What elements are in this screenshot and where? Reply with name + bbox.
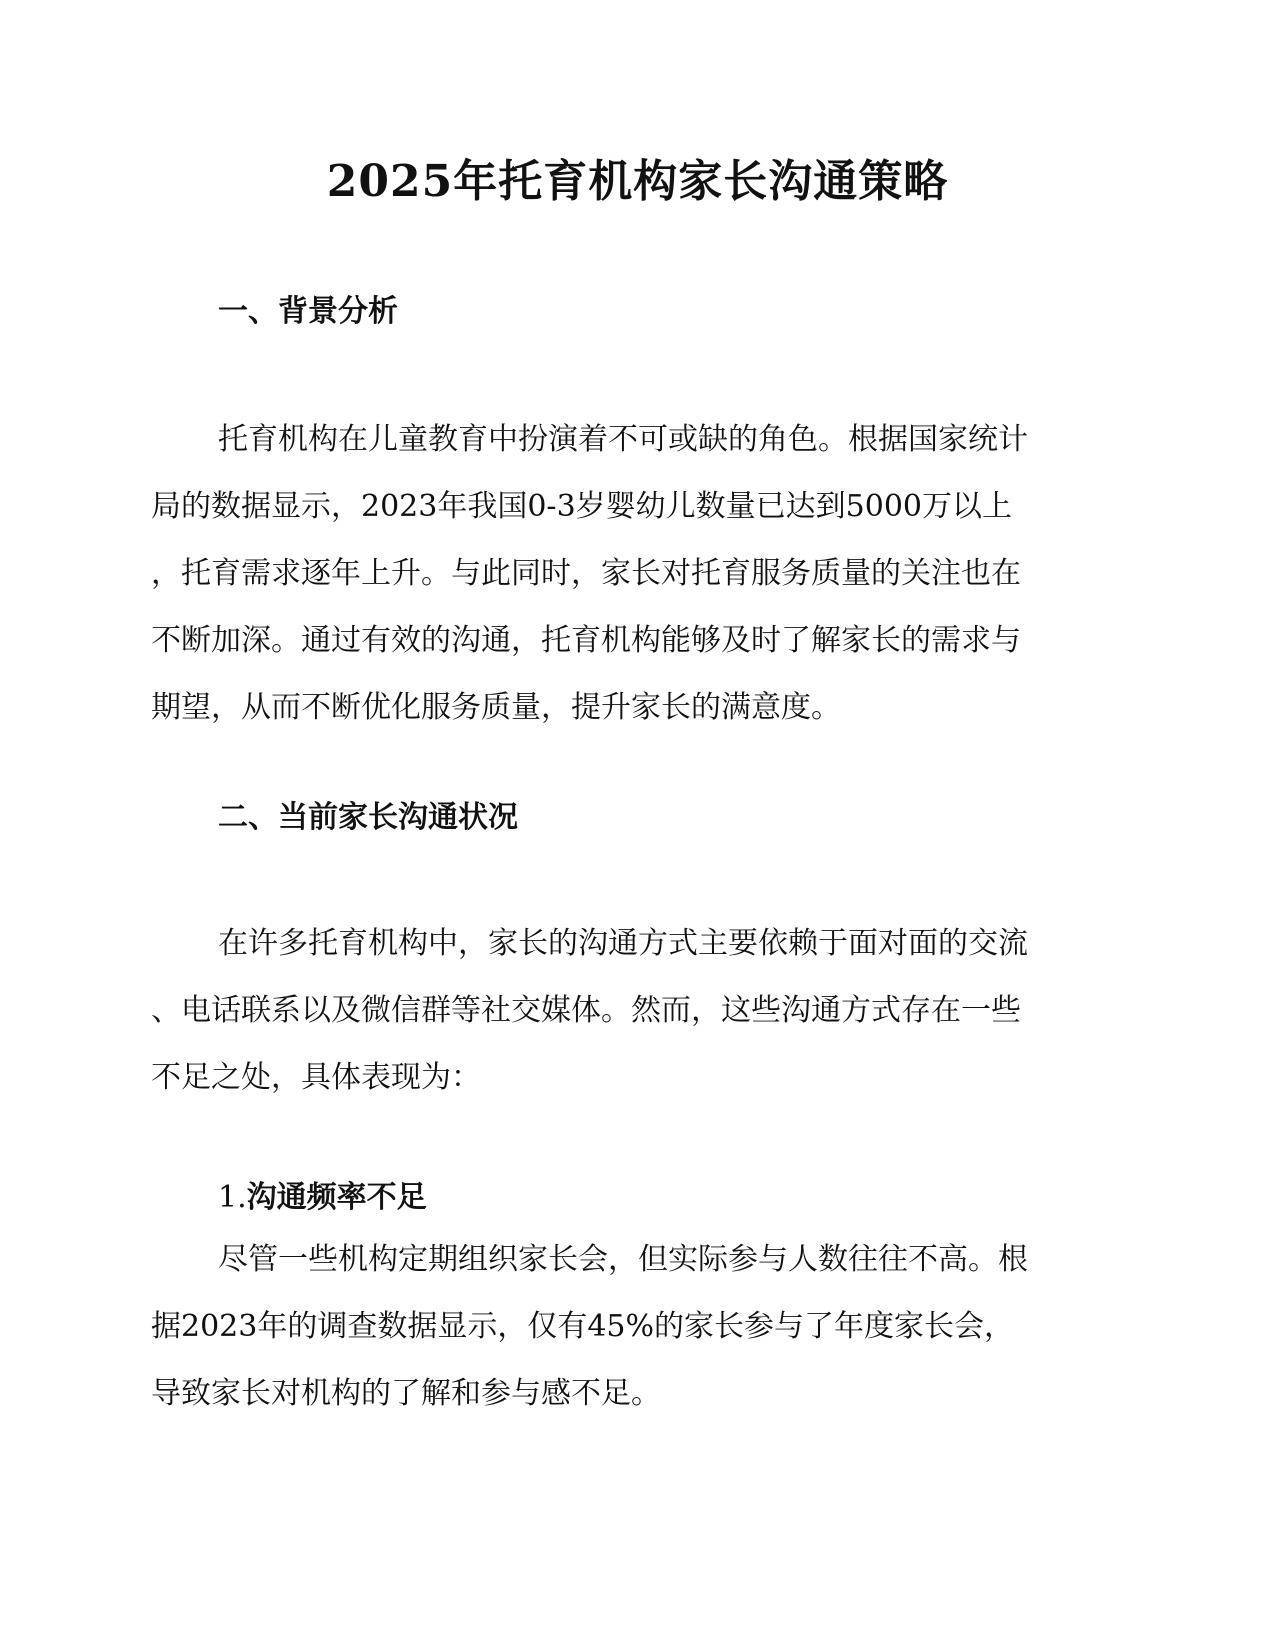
paragraph-line: 期望，从而不断优化服务质量，提升家长的满意度。 <box>151 690 841 725</box>
paragraph-line: 不断加深。通过有效的沟通，托育机构能够及时了解家长的需求与 <box>151 623 1021 658</box>
paragraph-background <box>151 406 1121 741</box>
paragraph-line: 不足之处，具体表现为： <box>151 1060 481 1095</box>
subheading-communication-frequency <box>218 1178 427 1218</box>
paragraph-line: 尽管一些机构定期组织家长会，但实际参与人数往往不高。根 <box>218 1242 1028 1277</box>
paragraph-line: 据2023年的调查数据显示，仅有45%的家长参与了年度家长会， <box>151 1309 1015 1344</box>
paragraph-line: 在许多托育机构中，家长的沟通方式主要依赖于面对面的交流 <box>218 926 1028 961</box>
paragraph-line: 、电话联系以及微信群等社交媒体。然而，这些沟通方式存在一些 <box>151 993 1021 1028</box>
subheading-text: 沟通频率不足 <box>246 1180 427 1215</box>
paragraph-line: 局的数据显示，2023年我国0-3岁婴幼儿数量已达到5000万以上 <box>151 489 1013 524</box>
document-title: 2025年托育机构家长沟通策略 <box>326 156 949 207</box>
paragraph-line: 导致家长对机构的了解和参与感不足。 <box>151 1376 661 1411</box>
paragraph-line: ，托育需求逐年上升。与此同时，家长对托育服务质量的关注也在 <box>151 556 1021 591</box>
section-heading-background: 一、背景分析 <box>218 294 398 329</box>
section-heading-current-status: 二、当前家长沟通状况 <box>218 800 518 835</box>
paragraph-communication-frequency <box>151 1226 1121 1427</box>
paragraph-current-status <box>151 910 1121 1111</box>
subheading-number: 1. <box>218 1180 247 1215</box>
paragraph-line: 托育机构在儿童教育中扮演着不可或缺的角色。根据国家统计 <box>218 422 1028 457</box>
